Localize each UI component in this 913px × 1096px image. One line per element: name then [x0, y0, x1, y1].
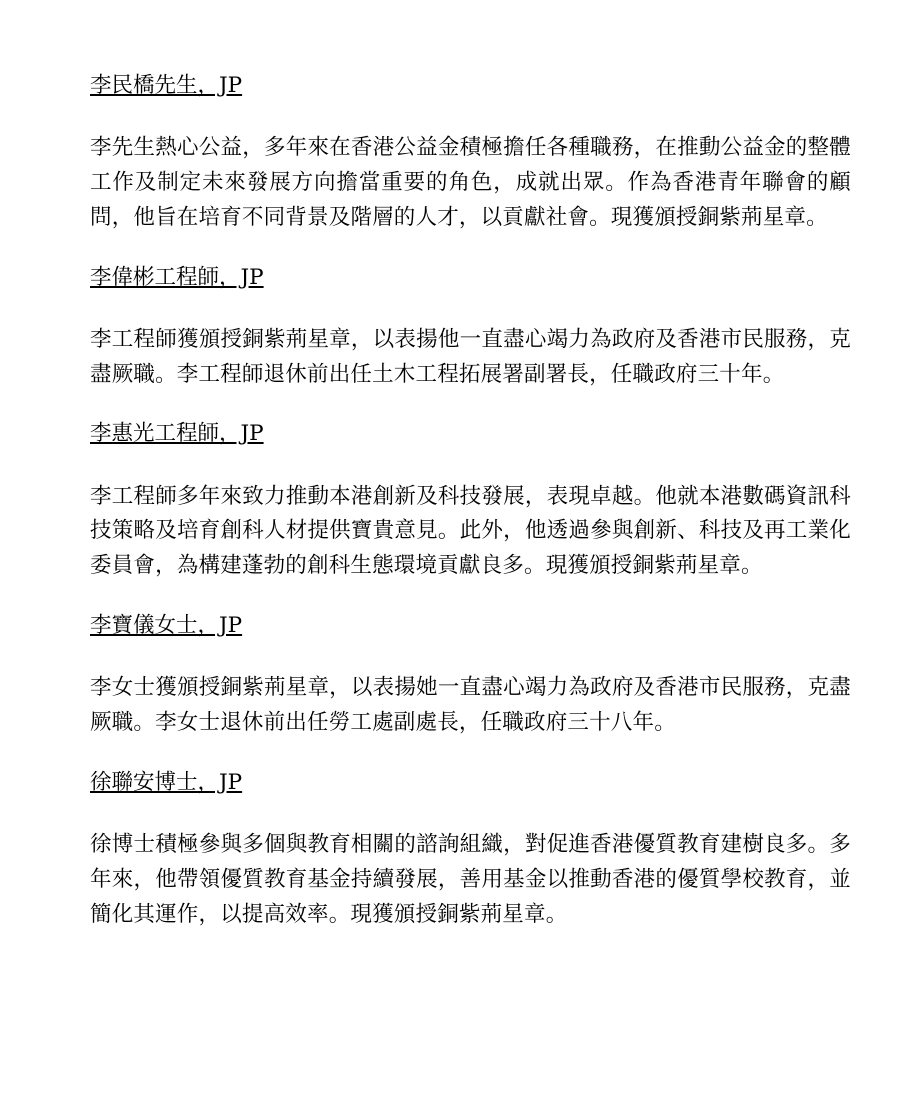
- award-entry: [90, 262, 851, 393]
- citation-text: 李工程師獲頒授銅紫荊星章，以表揚他一直盡心竭力為政府及香港市民服務，克盡厥職。李工程師退休前出任土木工程拓展署副署長，任職政府三十年。: [90, 326, 851, 387]
- honoree-name: 李惠光工程師，JP: [90, 421, 264, 447]
- honoree-name: 李偉彬工程師，JP: [90, 264, 264, 290]
- citation-text: 徐博士積極參與多個與教育相關的諮詢組織，對促進香港優質教育建樹良多。多年來，他帶領優質教育基金持續發展，善用基金以推動香港的優質學校教育，並簡化其運作，以提高效率。現獲頒授銅紫荊星章。: [90, 832, 851, 927]
- honoree-name: 李民橋先生，JP: [90, 73, 243, 98]
- entry-name-line: [90, 418, 851, 449]
- citation-text: 李先生熱心公益，多年來在香港公益金積極擔任各種職務，在推動公益金的整體工作及制定未來發展方向擔當重要的角色，成就出眾。作為香港青年聯會的顧問，他旨在培育不同背景及階層的人才，以貢獻社會。現獲頒授銅紫荊星章。: [90, 135, 851, 230]
- honoree-name: 李寶儀女士，JP: [90, 613, 243, 639]
- entry-name-line: [90, 610, 851, 641]
- citation-text: 李女士獲頒授銅紫荊星章，以表揚她一直盡心竭力為政府及香港市民服務，克盡厥職。李女士退休前出任勞工處副處長，任職政府三十八年。: [90, 675, 851, 736]
- citation-text: 李工程師多年來致力推動本港創新及科技發展，表現卓越。他就本港數碼資訊科技策略及培育創科人材提供寶貴意見。此外，他透過參與創新、科技及再工業化委員會，為構建蓬勃的創科生態環境貢獻良多。現獲頒授銅紫荊星章。: [90, 483, 851, 579]
- entry-name-line: [90, 70, 851, 101]
- entry-name-line: [90, 767, 851, 798]
- award-entry: [90, 418, 851, 584]
- award-entry: [90, 767, 851, 933]
- award-entry: [90, 610, 851, 741]
- entry-name-line: [90, 262, 851, 293]
- award-entry: [90, 70, 851, 236]
- honoree-name: 徐聯安博士，JP: [90, 769, 243, 795]
